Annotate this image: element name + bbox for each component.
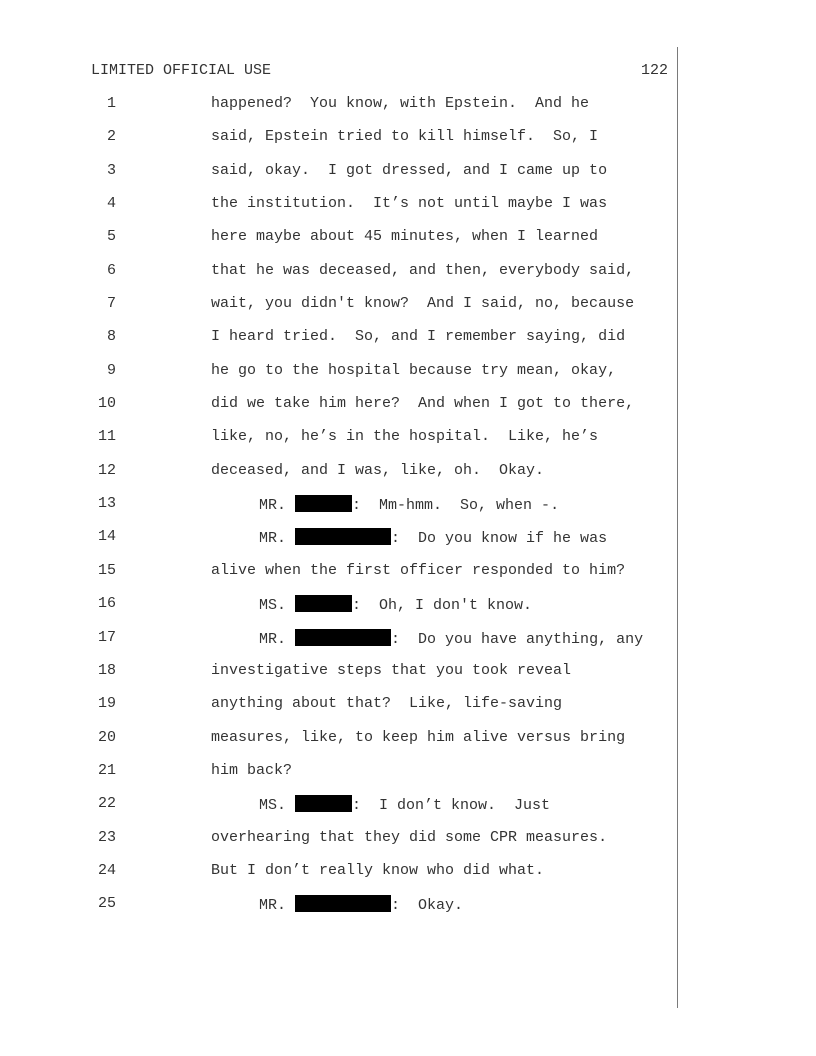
line-number: 10 bbox=[97, 395, 116, 413]
speaker-title: MR. bbox=[259, 497, 287, 515]
line-text: deceased, and I was, like, oh. Okay. bbox=[211, 461, 545, 479]
line-number: 11 bbox=[97, 428, 116, 446]
line-number: 23 bbox=[97, 828, 116, 846]
transcript-line bbox=[0, 362, 677, 395]
line-number: 24 bbox=[97, 861, 116, 879]
speech-text: : Do you know if he was bbox=[391, 530, 608, 548]
line-number: 9 bbox=[106, 361, 116, 379]
line-text: like, no, he’s in the hospital. Like, he’s bbox=[211, 428, 599, 446]
transcript-lines bbox=[0, 95, 677, 929]
redaction-box bbox=[295, 528, 391, 545]
speaker-line bbox=[259, 595, 532, 615]
redaction-box bbox=[295, 629, 391, 646]
line-text: investigative steps that you took reveal bbox=[211, 661, 572, 679]
redaction-box bbox=[295, 795, 352, 812]
line-number: 21 bbox=[97, 761, 116, 779]
transcript-line bbox=[0, 629, 677, 662]
line-number: 22 bbox=[97, 795, 116, 813]
transcript-line bbox=[0, 262, 677, 295]
line-number: 7 bbox=[106, 295, 116, 313]
transcript-line bbox=[0, 395, 677, 428]
line-number: 19 bbox=[97, 695, 116, 713]
line-number: 15 bbox=[97, 561, 116, 579]
speech-text: : Okay. bbox=[391, 897, 464, 915]
speaker-title: MS. bbox=[259, 797, 287, 815]
speech-text: : Do you have anything, any bbox=[391, 630, 644, 648]
transcript-line bbox=[0, 495, 677, 528]
speech-text: : Mm-hmm. So, when -. bbox=[352, 497, 560, 515]
redaction-box bbox=[295, 495, 352, 512]
line-text: said, Epstein tried to kill himself. So, I bbox=[211, 128, 599, 146]
line-text: alive when the first officer responded to him? bbox=[211, 561, 626, 579]
transcript-line bbox=[0, 128, 677, 161]
line-text: the institution. It’s not until maybe I was bbox=[211, 195, 608, 213]
line-number: 12 bbox=[97, 461, 116, 479]
line-text: I heard tried. So, and I remember saying, did bbox=[211, 328, 626, 346]
transcript-line bbox=[0, 695, 677, 728]
line-number: 2 bbox=[106, 128, 116, 146]
transcript-line bbox=[0, 228, 677, 261]
line-text: overhearing that they did some CPR measures. bbox=[211, 828, 608, 846]
speaker-line bbox=[259, 795, 550, 815]
line-number: 1 bbox=[106, 95, 116, 112]
transcript-line bbox=[0, 562, 677, 595]
redaction-box bbox=[295, 895, 391, 912]
transcript-line bbox=[0, 862, 677, 895]
line-text: happened? You know, with Epstein. And he bbox=[211, 95, 590, 112]
transcript-line bbox=[0, 595, 677, 628]
line-number: 18 bbox=[97, 661, 116, 679]
speaker-title: MR. bbox=[259, 530, 287, 548]
transcript-line bbox=[0, 795, 677, 828]
transcript-line bbox=[0, 829, 677, 862]
redaction-box bbox=[295, 595, 352, 612]
line-number: 8 bbox=[106, 328, 116, 346]
speaker-line bbox=[259, 629, 643, 649]
speaker-line bbox=[259, 495, 559, 515]
line-text: that he was deceased, and then, everybody said, bbox=[211, 261, 635, 279]
transcript-line bbox=[0, 162, 677, 195]
line-text: But I don’t really know who did what. bbox=[211, 861, 545, 879]
transcript-line bbox=[0, 95, 677, 128]
line-number: 5 bbox=[106, 228, 116, 246]
speaker-line bbox=[259, 528, 607, 548]
transcript-line bbox=[0, 528, 677, 561]
speech-text: : Oh, I don't know. bbox=[352, 597, 533, 615]
line-number: 14 bbox=[97, 528, 116, 546]
transcript-line bbox=[0, 662, 677, 695]
line-text: here maybe about 45 minutes, when I learned bbox=[211, 228, 599, 246]
page-number: 122 bbox=[640, 62, 668, 79]
classification-header: LIMITED OFFICIAL USE bbox=[91, 62, 272, 79]
line-number: 4 bbox=[106, 195, 116, 213]
line-text: he go to the hospital because try mean, okay, bbox=[211, 361, 617, 379]
speaker-title: MR. bbox=[259, 630, 287, 648]
line-text: measures, like, to keep him alive versus bring bbox=[211, 728, 626, 746]
line-number: 16 bbox=[97, 595, 116, 613]
line-number: 6 bbox=[106, 261, 116, 279]
line-number: 17 bbox=[97, 628, 116, 646]
speech-text: : I don’t know. Just bbox=[352, 797, 551, 815]
line-text: said, okay. I got dressed, and I came up to bbox=[211, 161, 608, 179]
transcript-line bbox=[0, 195, 677, 228]
speaker-title: MS. bbox=[259, 597, 287, 615]
line-text: wait, you didn't know? And I said, no, because bbox=[211, 295, 635, 313]
line-number: 13 bbox=[97, 495, 116, 513]
line-text: him back? bbox=[211, 761, 293, 779]
line-text: anything about that? Like, life-saving bbox=[211, 695, 563, 713]
line-number: 25 bbox=[97, 895, 116, 913]
line-number: 3 bbox=[106, 161, 116, 179]
transcript-line bbox=[0, 729, 677, 762]
transcript-line bbox=[0, 762, 677, 795]
transcript-line bbox=[0, 428, 677, 461]
right-margin-rule bbox=[677, 47, 678, 1008]
line-text: did we take him here? And when I got to there, bbox=[211, 395, 635, 413]
transcript-line bbox=[0, 462, 677, 495]
transcript-line bbox=[0, 328, 677, 361]
line-number: 20 bbox=[97, 728, 116, 746]
transcript-line bbox=[0, 895, 677, 928]
transcript-line bbox=[0, 295, 677, 328]
speaker-title: MR. bbox=[259, 897, 287, 915]
speaker-line bbox=[259, 895, 463, 915]
